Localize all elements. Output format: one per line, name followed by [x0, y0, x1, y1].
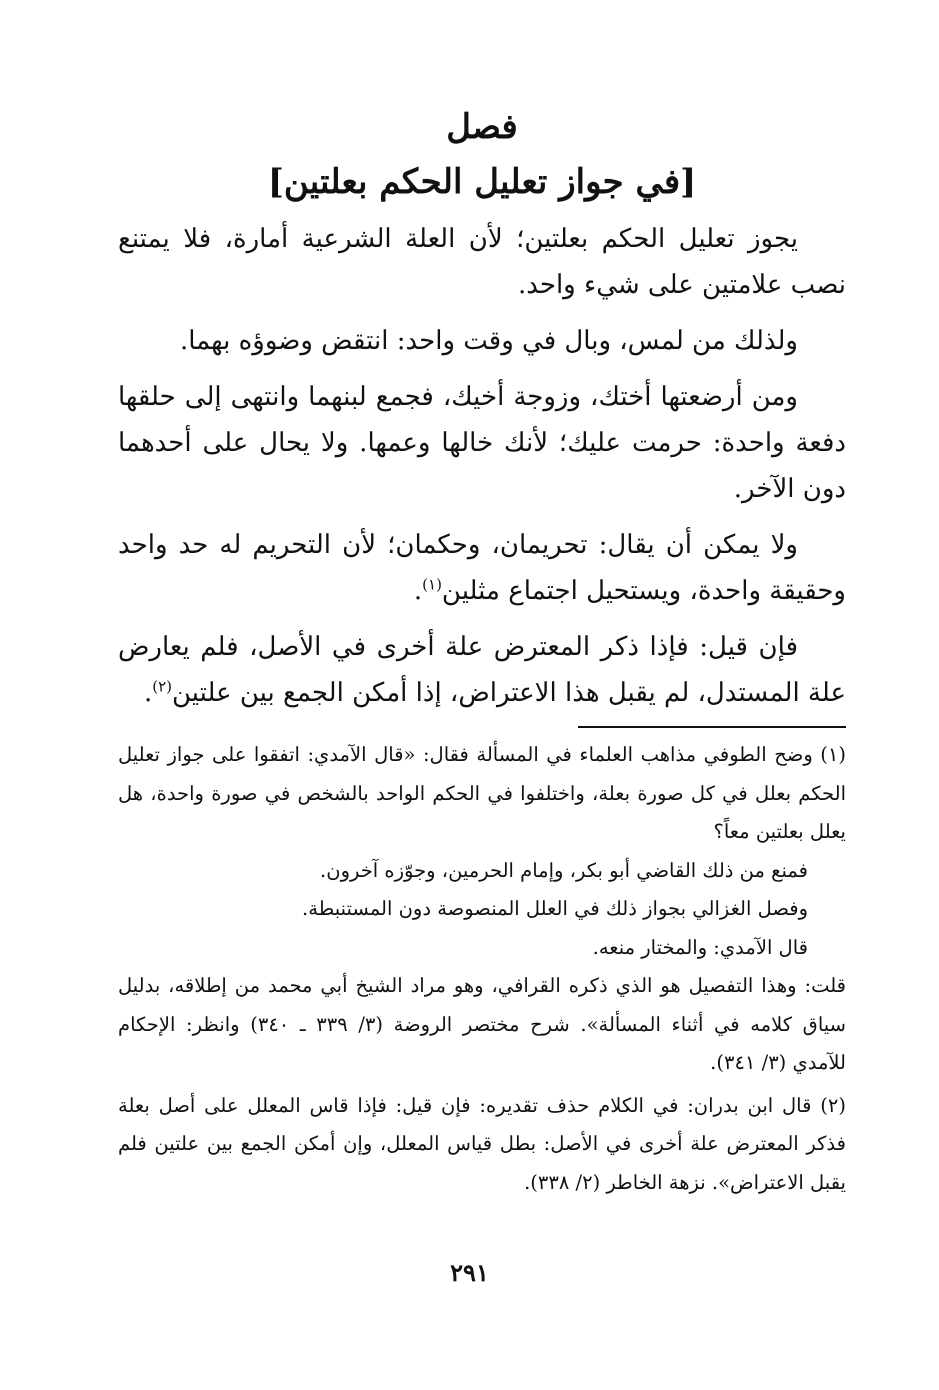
footnote-1-line-3: وفصل الغزالي بجواز ذلك في العلل المنصوصة دون المستنبطة.	[302, 897, 808, 920]
chapter-subheading: [في جواز تعليل الحكم بعلتين]	[267, 162, 697, 202]
footnote-1-lead: (١) وضح الطوفي مذاهب العلماء في المسألة فقال: «قال الآمدي: اتفقوا على جواز تعليل الحكم بعلل في كل صورة بعلة، واختلفوا في الحكم الواحد بالشخص في صورة واحدة، هل يعلل بعلتين معاً؟	[118, 743, 846, 843]
footnote-2	[118, 1087, 846, 1203]
footnote-divider	[578, 726, 846, 728]
footnote-2-text: (٢) قال ابن بدران: في الكلام حذف تقديره: فإن قيل: فإذا قاس المعلل على أصل بعلة فذكر المعترض علة أخرى في الأصل: بطل قياس المعلل، وإن أمكن الجمع بين علتين فلم يقبل الاعتراض». نزهة الخاطر (٢/ ٣٣٨).	[118, 1093, 846, 1194]
paragraph-5-end: .	[143, 678, 153, 708]
footnote-ref-2[interactable]: (٢)	[152, 677, 172, 696]
paragraph-5-text: فإن قيل: فإذا ذكر المعترض علة أخرى في الأصل، فلم يعارض علة المستدل، لم يقبل هذا الاعتراض، إذا أمكن الجمع بين علتين	[118, 632, 846, 708]
paragraph-5	[118, 624, 846, 716]
footnote-1	[118, 736, 846, 1083]
footnote-ref-1[interactable]: (١)	[422, 575, 442, 594]
paragraph-2: ولذلك من لمس، وبال في وقت واحد: انتقض وضوؤه بهما.	[179, 326, 798, 356]
paragraph-3: ومن أرضعتها أختك، وزوجة أخيك، فجمع لبنهما وانتهى إلى حلقها دفعة واحدة: حرمت عليك؛ لأنك خالها وعمها. ولا يحال على أحدهما دون الآخر.	[118, 382, 846, 504]
paragraph-4-end: .	[413, 576, 423, 606]
page-number: ٢٩١	[450, 1258, 489, 1287]
footnote-1-line-4: قال الآمدي: والمختار منعه.	[592, 935, 808, 959]
paragraph-1: يجوز تعليل الحكم بعلتين؛ لأن العلة الشرعية أمارة، فلا يمتنع نصب علامتين على شيء واحد.	[118, 224, 846, 300]
paragraph-4-text: ولا يمكن أن يقال: تحريمان، وحكمان؛ لأن التحريم له حد واحد وحقيقة واحدة، ويستحيل اجتماع مثلين	[118, 530, 846, 606]
paragraph-4	[118, 522, 846, 614]
footnote-1-tail: قلت: وهذا التفصيل هو الذي ذكره القرافي، وهو مراد الشيخ أبي محمد من إطلاقه، بدليل سياق كلامه في أثناء المسألة». شرح مختصر الروضة (٣/ ٣٣٩ ـ ٣٤٠) وانظر: الإحكام للآمدي (٣/ ٣٤١).	[118, 974, 846, 1074]
footnote-1-line-2: فمنع من ذلك القاضي أبو بكر، وإمام الحرمين، وجوّزه آخرون.	[320, 858, 808, 882]
page-content	[118, 100, 846, 1206]
chapter-heading: فصل	[446, 107, 518, 147]
